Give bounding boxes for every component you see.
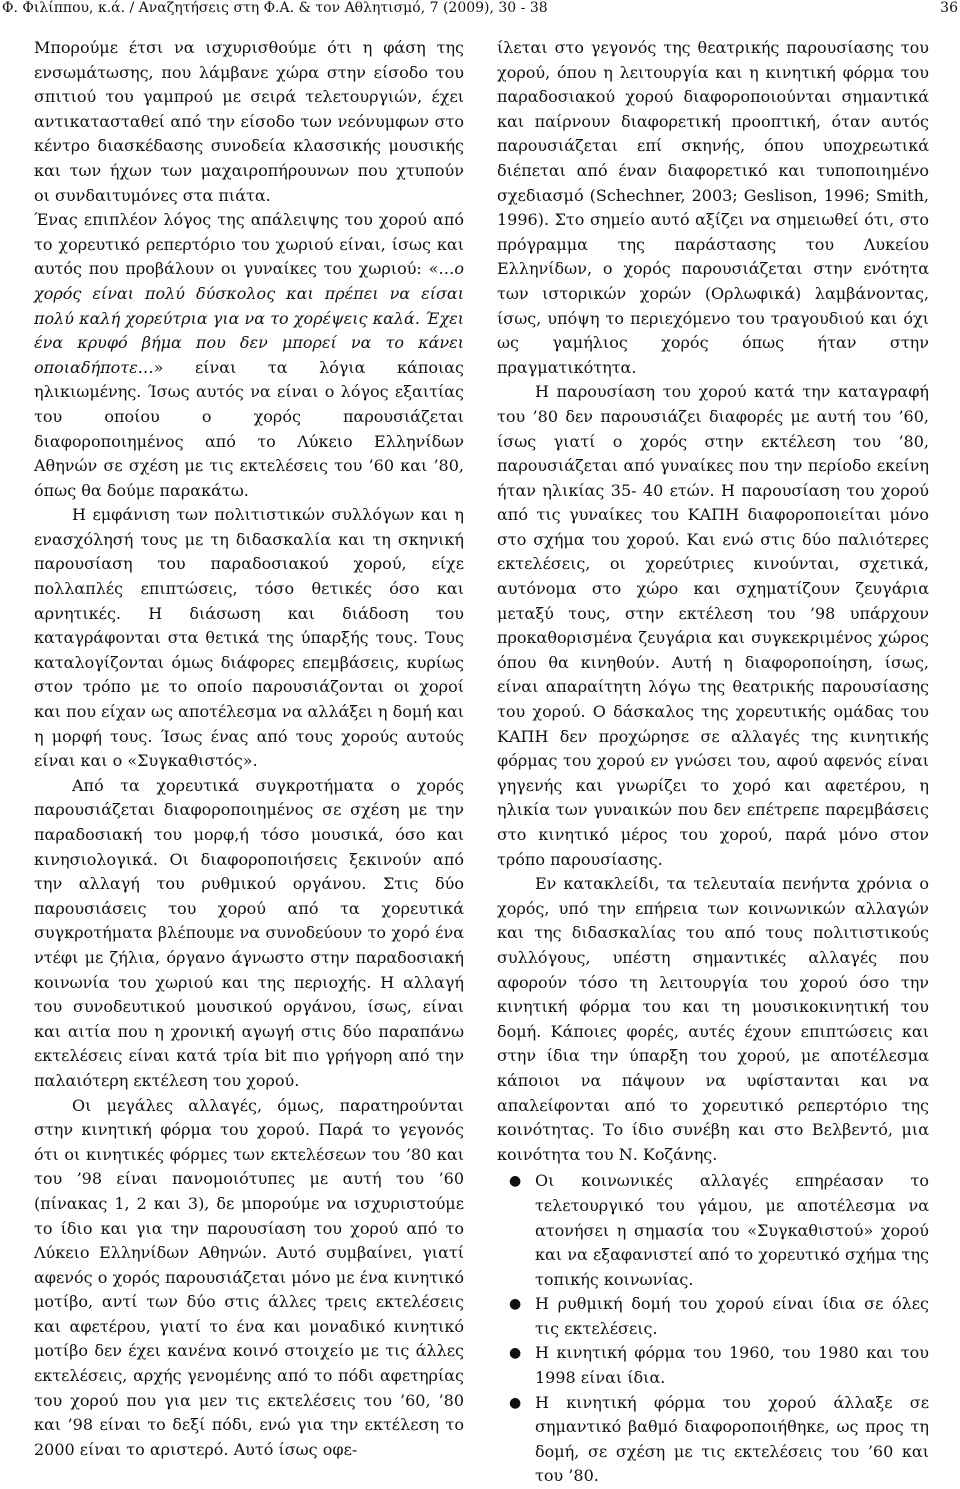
left-column — [34, 36, 464, 1462]
bullet-icon: ● — [509, 1173, 522, 1190]
paragraph — [34, 208, 464, 503]
list-item — [509, 1292, 929, 1341]
list-item — [509, 1391, 929, 1489]
list-item — [509, 1341, 929, 1390]
paragraph: Οι μεγάλες αλλαγές, όμως, παρατηρούνται στην κινητική φόρμα του χορού. Παρά το γεγονός ότι οι κινητικές φόρμες των εκτελέσεων του ’80 και του ’98 είναι πανομοιότυπες με αυτή του ’60 (πίνακας 1, 2 και 3), δε μπορούμε να ισχυριστούμε το ίδιο και για την παρουσίαση του χορού από το Λύκειο Ελληνίδων Αθηνών. Αυτό συμβαίνει, γιατί αφενός ο χορός παρουσιάζεται μόνο με ένα κινητικό μοτίβο, αντί των δύο στις άλλες τρεις εκτελέσεις και αφετέρου, γιατί το ένα και μοναδικό κινητικό μοτίβο δεν έχει κανένα κοινό στοιχείο με τις άλλες εκτελέσεις, αρχής γενομένης από το πόδι αφετηρίας του χορού που για μεν τις εκτελέσεις του ’60, ’80 και ’98 είναι το δεξί πόδι, ενώ για την εκτέλεση το 2000 είναι το αριστερό. Αυτό ίσως οφε- — [34, 1095, 464, 1459]
paragraph: ίλεται στο γεγονός της θεατρικής παρουσίασης του χορού, όπου η λειτουργία και η κινητική φόρμα του παραδοσιακού χορού διαφοροποιούνται σημαντικά και παίρνουν διαφορετική προοπτική, όταν αυτός παρουσιάζεται επί σκηνής, όπου υποχρεωτικά διέπεται από έναν διαφορετικό και τυποποιημένο σχεδιασμό (Schechner, 2003; Geslison, 1996; Smith, 1996). Στο σημείο αυτό αξίζει να σημειωθεί ότι, στο πρόγραμμα της παράστασης του Λυκείου Ελληνίδων, ο χορός παρουσιάζεται στην ενότητα των ιστορικών χορών (Ορλωφικά) λαμβάνοντας, ίσως, υπόψη το περιεχόμενο του τραγουδιού και όχι ως γαμήλιος χορός όπως ήταν στην πραγματικότητα. — [497, 38, 929, 377]
conclusions-list — [497, 1169, 929, 1489]
bullet-icon: ● — [509, 1394, 522, 1411]
paragraph-text: » είναι τα λόγια κάποιας ηλικιωμένης. Ίσως αυτός να είναι ο λόγος εξαιτίας του οποίου ο χορός παρουσιάζεται διαφοροποιημένος από το Λύκειο Ελληνίδων Αθηνών σε σχέση με τις εκτελέσεις του ’60 και ’80, όπως θα δούμε παρακάτω. — [34, 357, 464, 500]
page-number: 36 — [940, 0, 958, 16]
list-item-text: Η κινητική φόρμα του χορού άλλαξε σε σημαντικό βαθμό διαφοροποιήθηκε, ως προς τη δομή, σε σχέση με τις εκτελέσεις του ’60 και του ’80. — [535, 1392, 929, 1486]
bullet-icon: ● — [509, 1296, 522, 1313]
quotation: …ο χορός είναι πολύ δύσκολος και πρέπει να είσαι πολύ καλή χορεύτρια για να το χορέψεις καλά. Έχει ένα κρυφό βήμα που δεν μπορεί να το κάνει οποιαδήποτε… — [34, 259, 464, 377]
list-item-text: Η ρυθμική δομή του χορού είναι ίδια σε όλες τις εκτελέσεις. — [535, 1294, 929, 1338]
paragraph: Η εμφάνιση των πολιτιστικών συλλόγων και η ενασχόλησή τους με τη διδασκαλία και τη σκηνική παρουσίαση του παραδοσιακού χορού, είχε πολλαπλές επιπτώσεις, τόσο θετικές όσο και αρνητικές. Η διάσωση και διάδοση του καταγράφονται στα θετικά της ύπαρξής τους. Τους καταλογίζονται όμως διάφορες επεμβάσεις, κυρίως στον τρόπο με το οποίο παρουσιάζονται οι χοροί και που είχαν ως αποτέλεσμα να αλλάξει η δομή και η μορφή τους. Ίσως ένας από τους χορούς αυτούς είναι και ο «Συγκαθιστός». — [34, 505, 464, 771]
running-header — [0, 0, 960, 20]
paragraph-text: Ένας επιπλέον λόγος της απάλειψης του χορού από το χορευτικό ρεπερτόριο του χωριού είναι, ίσως και αυτός που προβάλουν οι γυναίκες του χωριού: « — [34, 210, 464, 279]
list-item-text: Οι κοινωνικές αλλαγές επηρέασαν το τελετουργικό του γάμου, με αποτέλεσμα να ατονήσει η σημασία του «Συγκαθιστού» χορού και να εξαφανιστεί από το χορευτικό σχήμα της τοπικής κοινωνίας. — [535, 1171, 929, 1289]
list-item — [509, 1169, 929, 1292]
paragraph: Εν κατακλείδι, τα τελευταία πενήντα χρόνια ο χορός, υπό την επήρεια των κοινωνικών αλλαγών και της διδασκαλίας του από τους πολιτιστικούς συλλόγους, υπέστη σημαντικές αλλαγές που αφορούν τόσο τη λειτουργία του χορού όσο την κινητική φόρμα του και τη μουσικοκινητική του δομή. Κάποιες φορές, αυτές έχουν επιπτώσεις και στην ίδια την ύπαρξη του χορού, με αποτέλεσμα κάποιοι να πάψουν να υφίστανται και να απαλείφονται από το χορευτικό ρεπερτόριο της κοινότητας. Το ίδιο συνέβη και στο Βελβεντό, μια κοινότητα του Ν. Κοζάνης. — [497, 874, 929, 1164]
bullet-icon: ● — [509, 1345, 522, 1362]
paragraph: Από τα χορευτικά συγκροτήματα ο χορός παρουσιάζεται διαφοροποιημένος σε σχέση με την παραδοσιακή του μορφ,ή τόσο μουσικά, όσο και κινησιολογικά. Οι διαφοροποιήσεις ξεκινούν από την αλλαγή του ρυθμικού οργάνου. Στις δύο παρουσιάσεις του χορού από τα χορευτικά συγκροτήματα βλέπουμε να συνοδεύουν το χορό ένα ντέφι με ζήλια, όργανο άγνωστο στην παραδοσιακή κοινωνία του χωριού και της περιοχής. Η αλλαγή του συνοδευτικού μουσικού οργάνου, ίσως, είναι και αιτία που η χρονική αγωγή στις δύο παραπάνω εκτελέσεις είναι κατά τρία bit πιο γρήγορη από την παλαιότερη εκτέλεση του χορού. — [34, 775, 464, 1090]
running-title: Φ. Φιλίππου, κ.ά. / Αναζητήσεις στη Φ.Α. & τον Αθλητισμό, 7 (2009), 30 - 38 — [2, 0, 548, 16]
list-item-text: Η κινητική φόρμα του 1960, του 1980 και του 1998 είναι ίδια. — [535, 1343, 929, 1388]
paragraph: Μπορούμε έτσι να ισχυρισθούμε ότι η φάση της ενσωμάτωσης, που λάμβανε χώρα στην είσοδο του σπιτιού του γαμπρού με σειρά τελετουργιών, έχει αντικατασταθεί από την είσοδο των νεόνυμφων στο κέντρο διασκέδασης συνοδεία κλασσικής μουσικής και των ήχων των μαχαιροπήρουνων που χτυπούν οι συνδαιτυμόνες στα πιάτα. — [34, 38, 464, 205]
paragraph: Η παρουσίαση του χορού κατά την καταγραφή του ’80 δεν παρουσιάζει διαφορές με αυτή του ’60, ίσως γιατί ο χορός στην εκτέλεση του ’80, παρουσιάζεται από γυναίκες που την περίοδο εκείνη ήταν ηλικίας 35- 40 ετών. Η παρουσίαση του χορού από τις γυναίκες του ΚΑΠΗ διαφοροποιείται μόνο στο σχήμα του χορού. Και ενώ στις δύο παλιότερες εκτελέσεις, οι χορεύτριες κινούνται, σχετικά, αυτόνομα στο χώρο και σχηματίζουν ζευγάρια μεταξύ τους, στην εκτέλεση του ’98 υπάρχουν προκαθορισμένα ζευγάρια και συγκεκριμένος χώρος όπου θα κινηθούν. Αυτή η διαφοροποίηση, ίσως, είναι απαραίτητη λόγω της θεατρικής παρουσίασης του χορού. Ο δάσκαλος της χορευτικής ομάδας του ΚΑΠΗ δεν προχώρησε σε αλλαγές της κινητικής φόρμας του χορού εν γνώσει του, αφού αφενός είναι γηγενής και γνωρίζει το χορό και αφετέρου, η ηλικία των γυναικών που δεν επέτρεπε παρεμβάσεις στο κινητικό μέρος του χορού, παρά μόνο στον τρόπο παρουσίασης. — [497, 382, 929, 869]
right-column — [497, 36, 929, 1486]
